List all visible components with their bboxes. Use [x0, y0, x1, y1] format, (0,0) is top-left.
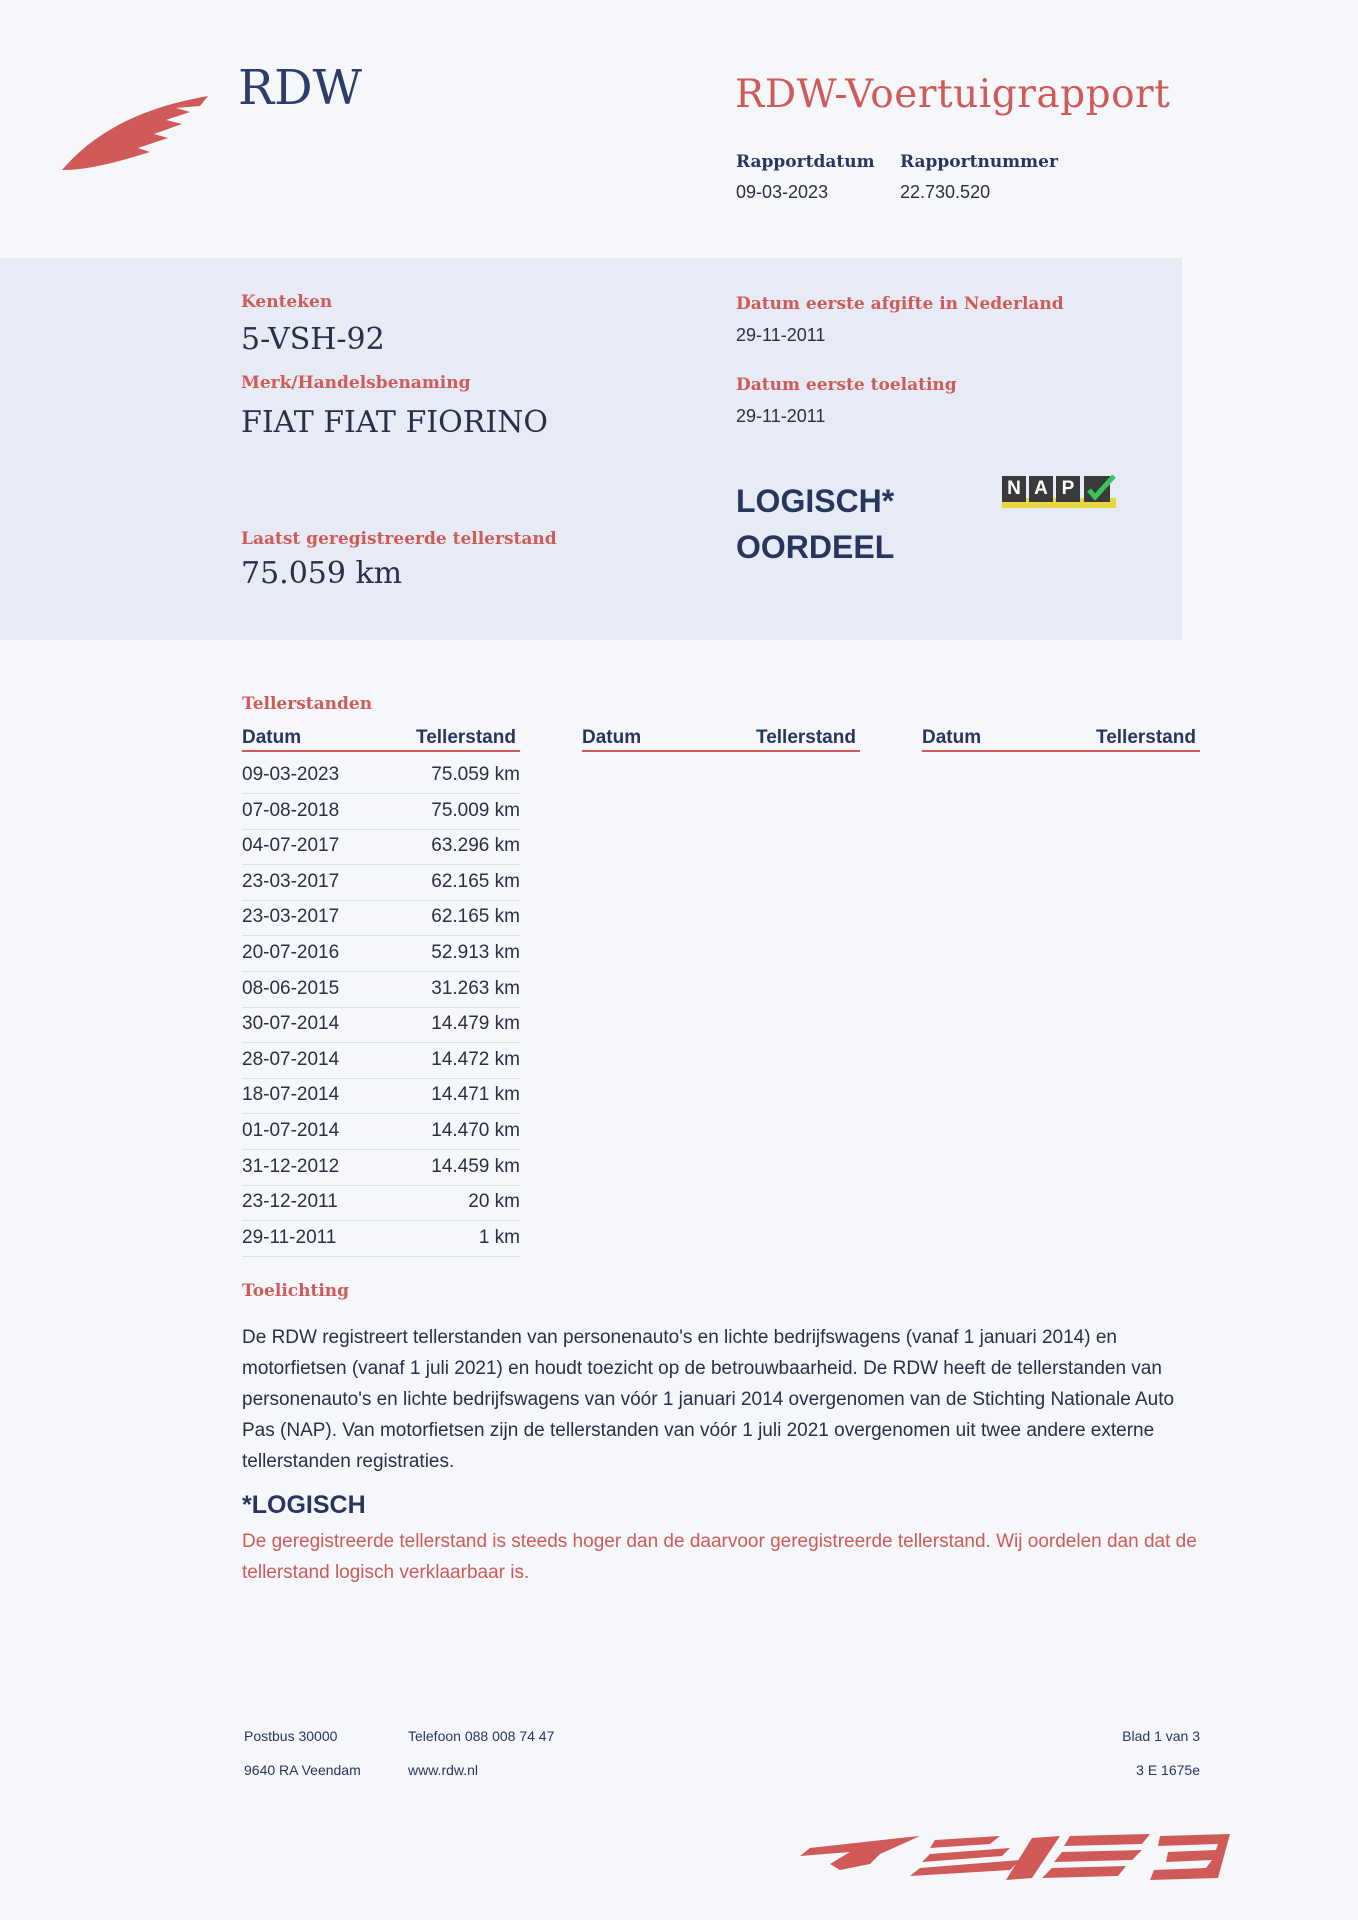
table-cell-datum: 08-06-2015 [242, 977, 340, 999]
footer-telefoon: Telefoon 088 008 74 47 [408, 1728, 555, 1744]
footer-website[interactable]: www.rdw.nl [408, 1762, 479, 1778]
table-row-separator [242, 935, 520, 936]
tellerstand-label: Laatst geregistreerde tellerstand [241, 529, 557, 549]
footer-blad: Blad 1 van 3 [1122, 1728, 1200, 1744]
table-cell-tellerstand: 14.472 km [431, 1048, 520, 1070]
table-row-separator [242, 1113, 520, 1114]
table-cell-tellerstand: 63.296 km [431, 835, 520, 857]
table-row-separator [242, 1042, 520, 1043]
col-datum-1: Datum [242, 727, 302, 748]
kenteken-value: 5-VSH-92 [241, 322, 385, 357]
logisch-text: De geregistreerde tellerstand is steeds hoger dan de daarvoor geregistreerde tellerstand. Wij oordelen dan dat de tellerstand logisch verklaarbaar is. [242, 1531, 1197, 1583]
table-cell-datum: 04-07-2017 [242, 835, 340, 857]
table-cell-datum: 23-12-2011 [242, 1191, 338, 1213]
col-underline-2 [582, 750, 860, 752]
table-cell-datum: 23-03-2017 [242, 870, 340, 892]
tellerstanden-heading: Tellerstanden [242, 694, 373, 714]
table-cell-tellerstand: 20 km [468, 1191, 520, 1213]
col-tellerstand-1: Tellerstand [416, 727, 516, 748]
table-cell-tellerstand: 1 km [478, 1226, 520, 1248]
table-row-separator [242, 1256, 520, 1257]
vehicle-info-panel [0, 258, 1182, 640]
table-cell-datum: 09-03-2023 [242, 764, 340, 785]
rdw-logo-mark-icon [58, 90, 218, 175]
table-row-separator [242, 1149, 520, 1150]
footer-code: 3 E 1675e [1136, 1762, 1200, 1778]
table-row-separator [242, 793, 520, 794]
rdw-logo-text: RDW [238, 60, 362, 116]
table-row-separator [242, 1078, 520, 1079]
rapportnummer-label: Rapportnummer [900, 152, 1058, 172]
oordeel-block [736, 478, 894, 570]
table-cell-datum: 18-07-2014 [242, 1084, 340, 1106]
toelichting-heading: Toelichting [242, 1281, 350, 1301]
merk-value: FIAT FIAT FIORINO [241, 405, 549, 440]
table-cell-datum: 07-08-2018 [242, 799, 340, 821]
table-row-separator [242, 864, 520, 865]
table-cell-datum: 29-11-2011 [242, 1226, 337, 1248]
table-cell-datum: 31-12-2012 [242, 1155, 340, 1177]
table-row-separator [242, 829, 520, 830]
table-row-separator [242, 971, 520, 972]
table-cell-tellerstand: 62.165 km [431, 906, 520, 928]
table-cell-datum: 01-07-2014 [242, 1120, 340, 1141]
table-cell-datum: 20-07-2016 [242, 942, 340, 963]
toelating-label: Datum eerste toelating [736, 375, 957, 395]
table-row-separator [242, 1185, 520, 1186]
table-cell-tellerstand: 14.479 km [431, 1013, 520, 1035]
rapportdatum-label: Rapportdatum [736, 152, 875, 172]
table-cell-tellerstand: 14.470 km [431, 1120, 520, 1141]
footer-plaats: 9640 RA Veendam [244, 1762, 361, 1778]
check-icon [1084, 474, 1116, 504]
table-cell-tellerstand: 14.459 km [431, 1155, 520, 1177]
col-tellerstand-3: Tellerstand [1096, 727, 1196, 748]
table-cell-datum: 30-07-2014 [242, 1013, 340, 1035]
toelichting-text: De RDW registreert tellerstanden van personenauto's en lichte bedrijfswagens (vanaf 1 januari 2014) en motorfietsen (vanaf 1 juli 2021) en houdt toezicht op de betrouwbaarheid. De RDW heeft de tellerstanden van personenauto's en lichte bedrijfswagens van vóór 1 januari 2014 overgenomen van de Stichting Nationale Auto Pas (NAP). Van motorfietsen zijn de tellerstanden van vóór 1 juli 2021 overgenomen uit twee andere externe tellerstanden registraties. [242, 1327, 1175, 1472]
page-title: RDW-Voertuigrapport [735, 72, 1171, 117]
nap-badge [1000, 472, 1118, 518]
table-cell-tellerstand: 52.913 km [431, 942, 520, 963]
table-row-separator [242, 900, 520, 901]
rapportdatum-value: 09-03-2023 [736, 182, 829, 202]
table-row-separator [242, 1007, 520, 1008]
col-tellerstand-2: Tellerstand [756, 727, 856, 748]
rdw-stripes-icon [770, 1830, 1340, 1890]
footer-postbus: Postbus 30000 [244, 1728, 338, 1744]
table-cell-tellerstand: 14.471 km [431, 1084, 520, 1106]
merk-label: Merk/Handelsbenaming [241, 373, 471, 393]
kenteken-label: Kenteken [241, 292, 333, 312]
tellerstand-value: 75.059 km [241, 556, 403, 591]
toelating-value: 29-11-2011 [736, 406, 826, 426]
afgifte-label: Datum eerste afgifte in Nederland [736, 294, 1064, 314]
col-datum-3: Datum [922, 727, 982, 748]
table-cell-tellerstand: 31.263 km [431, 977, 520, 999]
nap-letter-a: A [1029, 476, 1053, 502]
oordeel-line-2: OORDEEL [736, 529, 895, 565]
table-cell-datum: 28-07-2014 [242, 1048, 340, 1070]
table-cell-tellerstand: 62.165 km [431, 870, 520, 892]
col-datum-2: Datum [582, 727, 642, 748]
afgifte-value: 29-11-2011 [736, 325, 826, 345]
col-underline-1 [242, 750, 520, 752]
col-underline-3 [922, 750, 1200, 752]
nap-letter-p: P [1056, 476, 1080, 502]
table-row-separator [242, 1220, 520, 1221]
table-cell-tellerstand: 75.059 km [431, 764, 520, 785]
logisch-heading: *LOGISCH [242, 1491, 366, 1519]
oordeel-line-1: LOGISCH* [736, 483, 895, 519]
table-cell-tellerstand: 75.009 km [431, 799, 520, 821]
rapportnummer-value: 22.730.520 [900, 182, 991, 202]
nap-letter-n: N [1002, 476, 1026, 502]
table-cell-datum: 23-03-2017 [242, 906, 340, 928]
